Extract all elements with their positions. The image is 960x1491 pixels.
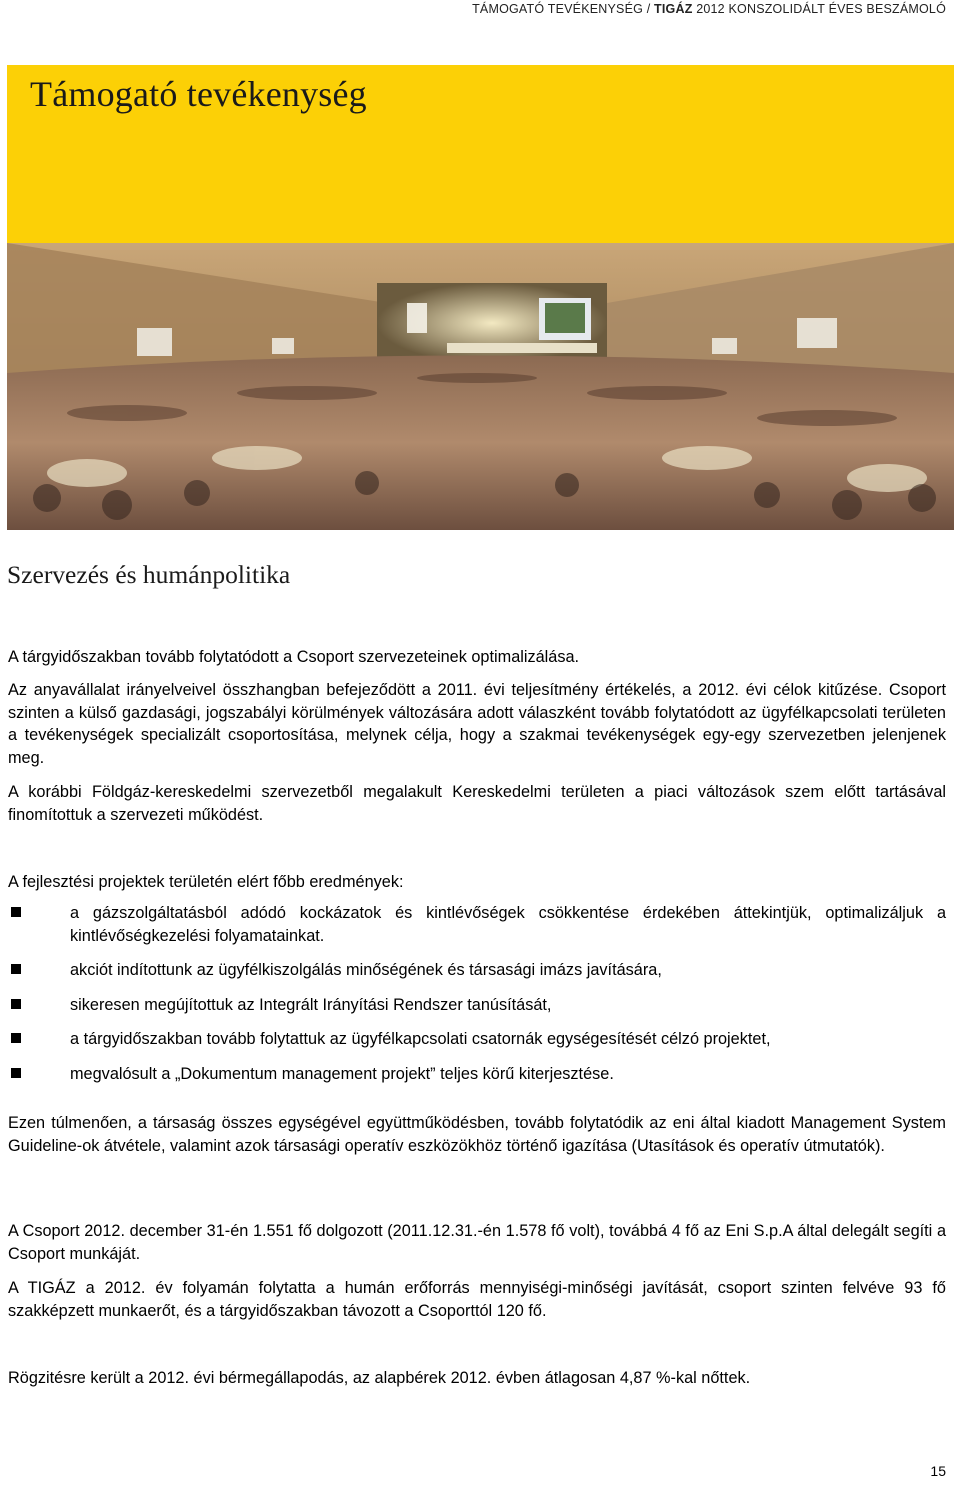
square-bullet-icon [11, 907, 21, 917]
square-bullet-icon [11, 999, 21, 1009]
section-title: Szervezés és humánpolitika [7, 560, 291, 589]
conference-hall-photo [7, 243, 954, 530]
paragraph-headcount: A Csoport 2012. december 31-én 1.551 fő dolgozott (2011.12.31.-én 1.578 fő volt), továbbá 4 fő az Eni S.p.A által delegált segíti a Csoport munkáját. [8, 1222, 946, 1263]
square-bullet-icon [11, 1068, 21, 1078]
page-number: 15 [930, 1463, 946, 1479]
list-item-text: a gázszolgáltatásból adódó kockázatok és kintlévőségek csökkentése érdekében áttekintjük, optimalizáljuk a kintlévőségkezelési folyamatainkat. [70, 904, 946, 945]
list-item [8, 1028, 946, 1051]
paragraph-performance-review: Az anyavállalat irányelveivel összhangban befejeződött a 2011. évi teljesítmény értékelés, a 2012. évi célok kitűzése. Csoport szinten a külső gazdasági, jogszabályi körülmények változására adott válaszként tovább folytatódott az ügyfélkapcsolati területen a tevékenységek specializált csoportosítása, melynek célja, hogy a szakmai tevékenységek egy-egy szervezetben jelenjenek meg. [8, 681, 946, 767]
list-item-text: a tárgyidőszakban tovább folytattuk az ügyfélkapcsolati csatornák egységesítését célzó projektet, [70, 1030, 771, 1048]
project-results-list [8, 902, 946, 1085]
running-header-part2: 2012 KONSZOLIDÁLT ÉVES BESZÁMOLÓ [692, 2, 946, 16]
running-header-part1: TÁMOGATÓ TEVÉKENYSÉG / [472, 2, 655, 16]
list-item-text: sikeresen megújítottuk az Integrált Irányítási Rendszer tanúsítását, [70, 995, 552, 1014]
list-item [8, 1063, 946, 1086]
paragraph-wage-agreement: Rögzitésre került a 2012. évi bérmegállapodás, az alapbérek 2012. évben átlagosan 4,87 %-kal nőttek. [8, 1369, 751, 1387]
list-item [8, 902, 946, 947]
paragraph-msg-adoption: Ezen túlmenően, a társaság összes egységével együttműködésben, tovább folytatódik az eni által kiadott Management System Guideline-ok átvétele, valamint azok társasági operatív eszközökhöz történő igazítása (Utasítások és operatív útmutatók). [8, 1114, 946, 1155]
paragraph-hr-improvement: A TIGÁZ a 2012. év folyamán folytatta a humán erőforrás mennyiségi-minőségi javítását, csoport szinten felvéve 93 fő szakképzett munkaerőt, és a tárgyidőszakban távozott a Csoporttól 120 fő. [8, 1279, 946, 1320]
square-bullet-icon [11, 964, 21, 974]
paragraph-trading-unit: A korábbi Földgáz-kereskedelmi szervezetből megalakult Kereskedelmi területen a piaci változások szem előtt tartásával finomítottuk a szervezeti működést. [8, 783, 946, 824]
paragraph-projects-intro: A fejlesztési projektek területén elért főbb eredmények: [8, 873, 404, 891]
square-bullet-icon [11, 1033, 21, 1043]
page-title: Támogató tevékenység [30, 74, 367, 114]
running-header-brand: TIGÁZ [654, 2, 693, 16]
list-item-text: akciót indítottunk az ügyfélkiszolgálás minőségének és társasági imázs javítására, [70, 961, 662, 979]
running-header [472, 0, 946, 18]
list-item [8, 959, 946, 982]
list-item [8, 994, 946, 1017]
paragraph-optimization: A tárgyidőszakban tovább folytatódott a Csoport szervezeteinek optimalizálása. [8, 648, 580, 666]
list-item-text: megvalósult a „Dokumentum management projekt” teljes körű kiterjesztése. [70, 1064, 614, 1083]
